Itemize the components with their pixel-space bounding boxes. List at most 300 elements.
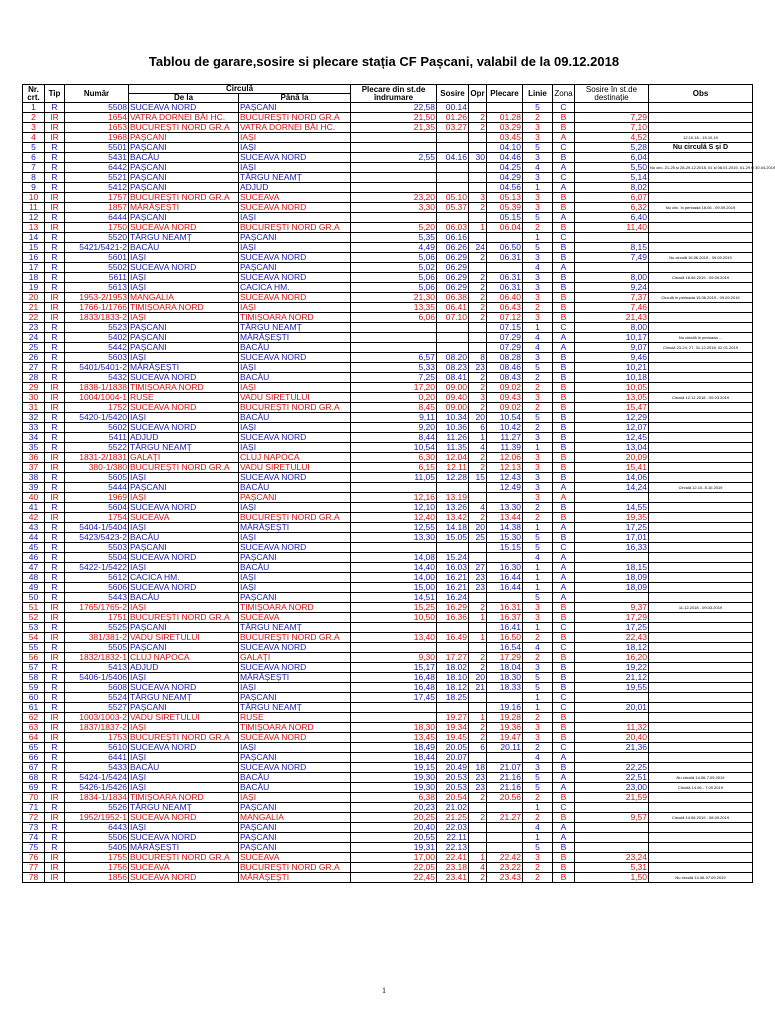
table-row <box>23 293 753 303</box>
cell-sosire: 21.02 <box>437 803 469 813</box>
cell-opr: 3 <box>469 393 487 403</box>
cell-obs <box>649 863 753 873</box>
cell-opr <box>469 703 487 713</box>
cell-linie: 2 <box>523 793 553 803</box>
cell-zona: B <box>553 203 575 213</box>
cell-opr <box>469 143 487 153</box>
cell-linie: 2 <box>523 403 553 413</box>
cell-pana-la: PAȘCANI <box>239 753 351 763</box>
cell-obs <box>649 263 753 273</box>
cell-opr: 2 <box>469 813 487 823</box>
cell-plecare-din: 0,20 <box>351 393 437 403</box>
table-row <box>23 483 753 493</box>
cell-numar: 1755 <box>65 853 129 863</box>
cell-sosire: 09.00 <box>437 403 469 413</box>
cell-sosire-dest: 12,45 <box>575 433 649 443</box>
cell-numar: 5601 <box>65 253 129 263</box>
cell-sosire: 04.16 <box>437 153 469 163</box>
cell-obs <box>649 503 753 513</box>
cell-numar: 5424-1/5424 <box>65 773 129 783</box>
table-row <box>23 583 753 593</box>
cell-numar: 1756 <box>65 863 129 873</box>
cell-opr: 1 <box>469 713 487 723</box>
cell-sosire: 06.41 <box>437 303 469 313</box>
cell-de-la: MĂRĂȘEȘTI <box>129 363 239 373</box>
cell-nr: 13 <box>23 223 45 233</box>
cell-zona: B <box>553 243 575 253</box>
cell-zona: C <box>553 543 575 553</box>
cell-opr: 2 <box>469 273 487 283</box>
cell-obs: Nu circulă 16.06.2019 - 09.09.2019 <box>649 253 753 263</box>
cell-nr: 71 <box>23 803 45 813</box>
cell-sosire-dest: 7,10 <box>575 123 649 133</box>
header-linie: Linie <box>523 85 553 103</box>
table-row <box>23 663 753 673</box>
cell-sosire: 13.19 <box>437 493 469 503</box>
cell-sosire-dest: 17,01 <box>575 533 649 543</box>
cell-de-la: IAȘI <box>129 723 239 733</box>
cell-zona: B <box>553 113 575 123</box>
cell-sosire: 16.24 <box>437 593 469 603</box>
cell-plecare-din: 14,08 <box>351 553 437 563</box>
cell-obs <box>649 193 753 203</box>
cell-pana-la: SUCEAVA NORD <box>239 663 351 673</box>
cell-linie: 3 <box>523 723 553 733</box>
cell-obs: Nu circ. 21-25 și 28-29.12.2018, 01 și 08.01.2019, 01-29 și 30.04.2019 <box>649 163 753 173</box>
cell-de-la: MANGALIA <box>129 293 239 303</box>
cell-pana-la: PAȘCANI <box>239 843 351 853</box>
cell-nr: 46 <box>23 553 45 563</box>
header-circula: Circulă <box>129 85 351 94</box>
cell-nr: 12 <box>23 213 45 223</box>
header-nr: Nr. crt. <box>23 85 45 103</box>
cell-pana-la: BUCUREȘTI NORD GR.A <box>239 633 351 643</box>
cell-sosire-dest: 10,17 <box>575 333 649 343</box>
table-row <box>23 233 753 243</box>
cell-tip: IR <box>45 453 65 463</box>
cell-numar: 1004/1004-1 <box>65 393 129 403</box>
cell-plecare: 08.43 <box>487 373 523 383</box>
cell-opr <box>469 183 487 193</box>
cell-sosire-dest: 9,46 <box>575 353 649 363</box>
cell-sosire-dest: 1,50 <box>575 873 649 883</box>
cell-sosire-dest: 7,37 <box>575 293 649 303</box>
cell-sosire-dest <box>575 823 649 833</box>
cell-tip: R <box>45 703 65 713</box>
cell-opr: 2 <box>469 253 487 263</box>
cell-plecare-din: 19,30 <box>351 773 437 783</box>
cell-plecare: 07.29 <box>487 343 523 353</box>
cell-sosire-dest: 14,24 <box>575 483 649 493</box>
cell-nr: 62 <box>23 713 45 723</box>
cell-tip: R <box>45 643 65 653</box>
cell-opr: 20 <box>469 413 487 423</box>
cell-linie: 5 <box>523 783 553 793</box>
cell-opr: 27 <box>469 563 487 573</box>
cell-numar: 380-1/380 <box>65 463 129 473</box>
cell-plecare: 16.50 <box>487 633 523 643</box>
schedule-rows <box>23 102 775 883</box>
cell-zona: A <box>553 583 575 593</box>
cell-sosire-dest: 15,47 <box>575 403 649 413</box>
cell-tip: IR <box>45 293 65 303</box>
cell-pana-la: SUCEAVA NORD <box>239 543 351 553</box>
cell-tip: IR <box>45 383 65 393</box>
cell-numar: 5443 <box>65 593 129 603</box>
cell-nr: 59 <box>23 683 45 693</box>
cell-nr: 18 <box>23 273 45 283</box>
cell-opr: 2 <box>469 453 487 463</box>
cell-zona: B <box>553 863 575 873</box>
cell-zona: A <box>553 753 575 763</box>
cell-plecare: 12.43 <box>487 473 523 483</box>
cell-de-la: PAȘCANI <box>129 623 239 633</box>
cell-linie: 1 <box>523 563 553 573</box>
table-row <box>23 543 753 553</box>
cell-zona: B <box>553 153 575 163</box>
table-row <box>23 243 753 253</box>
cell-sosire-dest: 12,07 <box>575 423 649 433</box>
cell-numar: 1753 <box>65 733 129 743</box>
cell-plecare-din: 4,49 <box>351 243 437 253</box>
cell-tip: IR <box>45 863 65 873</box>
cell-nr: 1 <box>23 103 45 113</box>
cell-sosire: 21.25 <box>437 813 469 823</box>
cell-sosire: 05.37 <box>437 203 469 213</box>
cell-pana-la: IAȘI <box>239 583 351 593</box>
cell-tip: IR <box>45 193 65 203</box>
cell-opr: 23 <box>469 583 487 593</box>
cell-de-la: SUCEAVA NORD <box>129 683 239 693</box>
table-row <box>23 223 753 233</box>
cell-zona: B <box>553 663 575 673</box>
cell-numar: 1757 <box>65 193 129 203</box>
cell-plecare: 04.10 <box>487 143 523 153</box>
cell-nr: 58 <box>23 673 45 683</box>
cell-numar: 5504 <box>65 553 129 563</box>
cell-plecare-din <box>351 543 437 553</box>
cell-pana-la: IAȘI <box>239 133 351 143</box>
cell-opr <box>469 263 487 273</box>
cell-linie: 3 <box>523 123 553 133</box>
cell-obs <box>649 793 753 803</box>
cell-tip: R <box>45 363 65 373</box>
cell-pana-la: IAȘI <box>239 423 351 433</box>
table-row <box>23 743 753 753</box>
cell-sosire <box>437 343 469 353</box>
cell-sosire: 09.40 <box>437 393 469 403</box>
cell-plecare: 21.16 <box>487 773 523 783</box>
cell-tip: R <box>45 803 65 813</box>
cell-nr: 31 <box>23 403 45 413</box>
cell-numar: 6441 <box>65 753 129 763</box>
cell-de-la: IAȘI <box>129 603 239 613</box>
cell-tip: IR <box>45 113 65 123</box>
cell-nr: 42 <box>23 513 45 523</box>
table-row <box>23 503 753 513</box>
cell-tip: R <box>45 183 65 193</box>
cell-nr: 15 <box>23 243 45 253</box>
cell-sosire <box>437 163 469 173</box>
table-row <box>23 763 753 773</box>
cell-sosire-dest: 6,40 <box>575 213 649 223</box>
cell-numar: 5526 <box>65 803 129 813</box>
cell-tip: IR <box>45 513 65 523</box>
cell-nr: 3 <box>23 123 45 133</box>
table-row <box>23 193 753 203</box>
cell-sosire: 22.13 <box>437 843 469 853</box>
cell-zona: B <box>553 253 575 263</box>
cell-pana-la: SUCEAVA NORD <box>239 643 351 653</box>
cell-zona: B <box>553 123 575 133</box>
cell-numar: 5503 <box>65 543 129 553</box>
cell-plecare-din: 5,06 <box>351 283 437 293</box>
cell-sosire-dest: 12,29 <box>575 413 649 423</box>
cell-linie: 3 <box>523 453 553 463</box>
cell-plecare-din: 17,45 <box>351 693 437 703</box>
cell-plecare-din: 20,40 <box>351 823 437 833</box>
cell-linie: 4 <box>523 333 553 343</box>
cell-linie: 3 <box>523 433 553 443</box>
table-row <box>23 613 753 623</box>
cell-linie: 3 <box>523 763 553 773</box>
cell-zona: A <box>553 563 575 573</box>
cell-nr: 69 <box>23 783 45 793</box>
cell-de-la: BACĂU <box>129 533 239 543</box>
cell-de-la: PAȘCANI <box>129 183 239 193</box>
cell-de-la: IAȘI <box>129 753 239 763</box>
cell-de-la: VADU SIRETULUI <box>129 633 239 643</box>
cell-nr: 76 <box>23 853 45 863</box>
cell-nr: 57 <box>23 663 45 673</box>
cell-sosire <box>437 183 469 193</box>
cell-plecare <box>487 493 523 503</box>
table-row <box>23 603 753 613</box>
cell-zona: A <box>553 483 575 493</box>
cell-sosire: 13.26 <box>437 503 469 513</box>
cell-tip: R <box>45 833 65 843</box>
cell-zona: A <box>553 553 575 563</box>
header-row <box>23 85 753 94</box>
cell-tip: IR <box>45 393 65 403</box>
cell-linie: 4 <box>523 343 553 353</box>
cell-de-la: MĂRĂȘEȘTI <box>129 203 239 213</box>
cell-numar: 5602 <box>65 423 129 433</box>
cell-zona: B <box>553 383 575 393</box>
cell-pana-la: VADU SIRETULUI <box>239 393 351 403</box>
table-row <box>23 353 753 363</box>
cell-pana-la: SUCEAVA NORD <box>239 253 351 263</box>
cell-tip: IR <box>45 723 65 733</box>
cell-tip: R <box>45 583 65 593</box>
cell-linie: 2 <box>523 303 553 313</box>
cell-sosire-dest <box>575 553 649 563</box>
cell-opr: 2 <box>469 653 487 663</box>
cell-tip: IR <box>45 203 65 213</box>
cell-obs <box>649 523 753 533</box>
table-row <box>23 213 753 223</box>
table-row <box>23 843 753 853</box>
cell-obs <box>649 473 753 483</box>
cell-sosire-dest: 21,36 <box>575 743 649 753</box>
cell-sosire-dest <box>575 843 649 853</box>
cell-tip: R <box>45 233 65 243</box>
cell-pana-la: BACĂU <box>239 413 351 423</box>
cell-opr: 23 <box>469 773 487 783</box>
table-row <box>23 393 753 403</box>
table-row <box>23 703 753 713</box>
cell-opr <box>469 643 487 653</box>
cell-plecare: 15.15 <box>487 543 523 553</box>
cell-plecare: 16.44 <box>487 583 523 593</box>
cell-obs: Circulă 16.06.2019 - 09.09.2019 <box>649 273 753 283</box>
cell-zona: A <box>553 133 575 143</box>
cell-zona: B <box>553 223 575 233</box>
cell-linie: 5 <box>523 673 553 683</box>
cell-zona: A <box>553 773 575 783</box>
cell-sosire: 06.26 <box>437 243 469 253</box>
cell-numar: 5423/5423-2 <box>65 533 129 543</box>
cell-nr: 54 <box>23 633 45 643</box>
cell-de-la: SUCEAVA NORD <box>129 403 239 413</box>
cell-plecare <box>487 233 523 243</box>
table-row <box>23 363 753 373</box>
cell-tip: R <box>45 503 65 513</box>
cell-plecare-din: 10,50 <box>351 613 437 623</box>
table-row <box>23 793 753 803</box>
table-row <box>23 693 753 703</box>
cell-tip: R <box>45 623 65 633</box>
cell-obs <box>649 673 753 683</box>
cell-plecare-din: 14,51 <box>351 593 437 603</box>
cell-plecare-din: 5,06 <box>351 273 437 283</box>
cell-plecare-din: 12,40 <box>351 513 437 523</box>
cell-pana-la: ADJUD <box>239 183 351 193</box>
cell-opr <box>469 493 487 503</box>
cell-numar: 1953-2/1953 <box>65 293 129 303</box>
cell-plecare: 09.02 <box>487 403 523 413</box>
table-row <box>23 143 753 153</box>
cell-tip: R <box>45 343 65 353</box>
cell-de-la: TIMIȘOARA NORD <box>129 303 239 313</box>
cell-sosire: 10.34 <box>437 413 469 423</box>
cell-pana-la: TIMIȘOARA NORD <box>239 723 351 733</box>
table-row <box>23 333 753 343</box>
cell-sosire: 03.27 <box>437 123 469 133</box>
cell-pana-la: PAȘCANI <box>239 823 351 833</box>
cell-numar: 381/381-2 <box>65 633 129 643</box>
cell-plecare-din: 18,49 <box>351 743 437 753</box>
cell-nr: 60 <box>23 693 45 703</box>
cell-numar: 6443 <box>65 823 129 833</box>
cell-sosire: 06.16 <box>437 233 469 243</box>
cell-de-la: IAȘI <box>129 783 239 793</box>
cell-sosire: 18.12 <box>437 683 469 693</box>
cell-linie: 3 <box>523 463 553 473</box>
cell-obs <box>649 573 753 583</box>
cell-plecare: 07.29 <box>487 333 523 343</box>
cell-tip: R <box>45 423 65 433</box>
cell-tip: R <box>45 523 65 533</box>
cell-opr <box>469 843 487 853</box>
cell-de-la: SUCEAVA NORD <box>129 263 239 273</box>
cell-obs: Circulă 14.06.2019 - 08.09.2019 <box>649 813 753 823</box>
cell-tip: R <box>45 563 65 573</box>
cell-plecare-din: 19,30 <box>351 783 437 793</box>
cell-opr <box>469 323 487 333</box>
table-row <box>23 323 753 333</box>
cell-opr: 3 <box>469 193 487 203</box>
cell-zona: A <box>553 333 575 343</box>
cell-sosire-dest <box>575 493 649 503</box>
table-row <box>23 383 753 393</box>
cell-pana-la: TIMIȘOARA NORD <box>239 313 351 323</box>
cell-opr <box>469 133 487 143</box>
cell-de-la: IAȘI <box>129 823 239 833</box>
cell-plecare-din <box>351 713 437 723</box>
cell-zona: A <box>553 163 575 173</box>
table-row <box>23 813 753 823</box>
table-row <box>23 653 753 663</box>
cell-nr: 8 <box>23 173 45 183</box>
cell-opr <box>469 693 487 703</box>
table-row <box>23 773 753 783</box>
table-row <box>23 513 753 523</box>
cell-plecare: 15.30 <box>487 533 523 543</box>
cell-opr: 1 <box>469 633 487 643</box>
cell-obs <box>649 493 753 503</box>
cell-tip: R <box>45 373 65 383</box>
cell-zona: B <box>553 303 575 313</box>
cell-zona: A <box>553 823 575 833</box>
cell-sosire: 19.27 <box>437 713 469 723</box>
cell-tip: IR <box>45 873 65 883</box>
cell-linie: 4 <box>523 753 553 763</box>
cell-plecare-din: 15,00 <box>351 583 437 593</box>
cell-obs <box>649 123 753 133</box>
cell-tip: R <box>45 243 65 253</box>
cell-opr: 1 <box>469 223 487 233</box>
cell-zona: A <box>553 833 575 843</box>
cell-tip: R <box>45 773 65 783</box>
cell-sosire: 08.41 <box>437 373 469 383</box>
cell-opr <box>469 173 487 183</box>
cell-obs <box>649 833 753 843</box>
cell-plecare <box>487 103 523 113</box>
cell-obs <box>649 653 753 663</box>
cell-tip: R <box>45 693 65 703</box>
table-row <box>23 673 753 683</box>
cell-opr: 2 <box>469 463 487 473</box>
cell-tip: IR <box>45 613 65 623</box>
header-opr: Opr <box>469 85 487 103</box>
cell-de-la: PAȘCANI <box>129 133 239 143</box>
cell-zona: C <box>553 233 575 243</box>
cell-sosire-dest: 9,37 <box>575 603 649 613</box>
cell-tip: R <box>45 213 65 223</box>
cell-obs <box>649 363 753 373</box>
cell-plecare: 06.04 <box>487 223 523 233</box>
cell-obs <box>649 693 753 703</box>
cell-pana-la: SUCEAVA NORD <box>239 733 351 743</box>
cell-de-la: ADJUD <box>129 433 239 443</box>
cell-sosire: 23.18 <box>437 863 469 873</box>
cell-pana-la: SUCEAVA <box>239 613 351 623</box>
cell-pana-la: IAȘI <box>239 743 351 753</box>
cell-de-la: SUCEAVA NORD <box>129 373 239 383</box>
cell-nr: 35 <box>23 443 45 453</box>
cell-opr: 2 <box>469 313 487 323</box>
